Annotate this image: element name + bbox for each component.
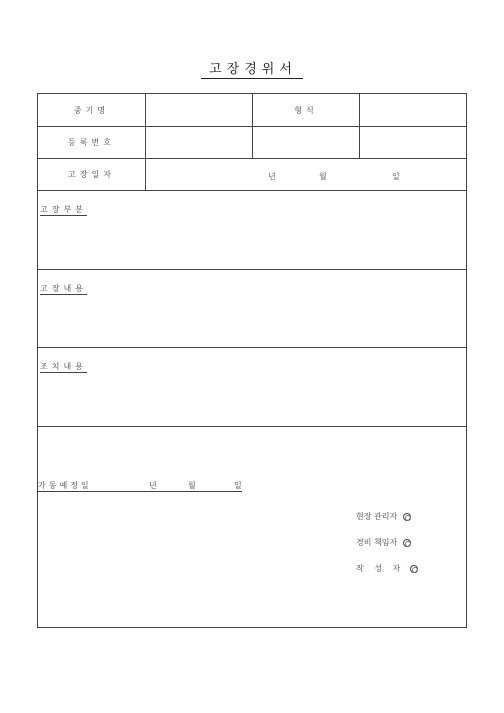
document-title-text: 고장경위서	[201, 58, 303, 79]
action-content-label: 조치내용	[40, 362, 87, 371]
failure-date-row	[38, 159, 466, 191]
failure-date-field[interactable]	[146, 159, 466, 190]
operation-date-day: 일	[234, 481, 242, 490]
type-label: 형식	[253, 94, 360, 126]
operation-section	[38, 427, 466, 627]
failure-date-month: 월	[319, 172, 331, 181]
failure-date-year: 년	[268, 172, 280, 181]
registration-row	[38, 127, 466, 159]
operation-date-line[interactable]	[38, 480, 242, 492]
document-title	[0, 58, 504, 79]
signature-author[interactable]	[356, 563, 418, 574]
failure-part-label: 고장부분	[40, 205, 87, 214]
signature-expense-manager-label: 경비 책임자	[356, 538, 398, 547]
equipment-row	[38, 94, 466, 127]
failure-content-section[interactable]	[38, 270, 466, 348]
failure-date-day: 일	[392, 172, 404, 181]
type-field[interactable]	[360, 94, 466, 126]
registration-extra-field-2[interactable]	[360, 127, 466, 158]
seal-icon	[410, 565, 418, 573]
operation-date-label: 가동예정일	[38, 481, 92, 490]
registration-field[interactable]	[146, 127, 253, 158]
equipment-name-field[interactable]	[146, 94, 253, 126]
signature-author-label: 작 성 자	[356, 564, 405, 573]
operation-date-year: 년	[149, 481, 157, 490]
failure-report-form	[37, 93, 467, 628]
registration-label: 등록번호	[38, 127, 146, 158]
failure-content-label: 고장내용	[40, 284, 87, 293]
failure-part-section[interactable]	[38, 191, 466, 270]
signature-site-manager[interactable]	[356, 511, 411, 522]
operation-date-month: 월	[188, 481, 196, 490]
action-content-section[interactable]	[38, 348, 466, 427]
signature-expense-manager[interactable]	[356, 537, 411, 548]
seal-icon	[403, 513, 411, 521]
seal-icon	[403, 539, 411, 547]
equipment-name-label: 중기명	[38, 94, 146, 126]
registration-extra-field[interactable]	[253, 127, 360, 158]
failure-date-label: 고장일자	[38, 159, 146, 190]
signature-site-manager-label: 현장 관리자	[356, 512, 398, 521]
